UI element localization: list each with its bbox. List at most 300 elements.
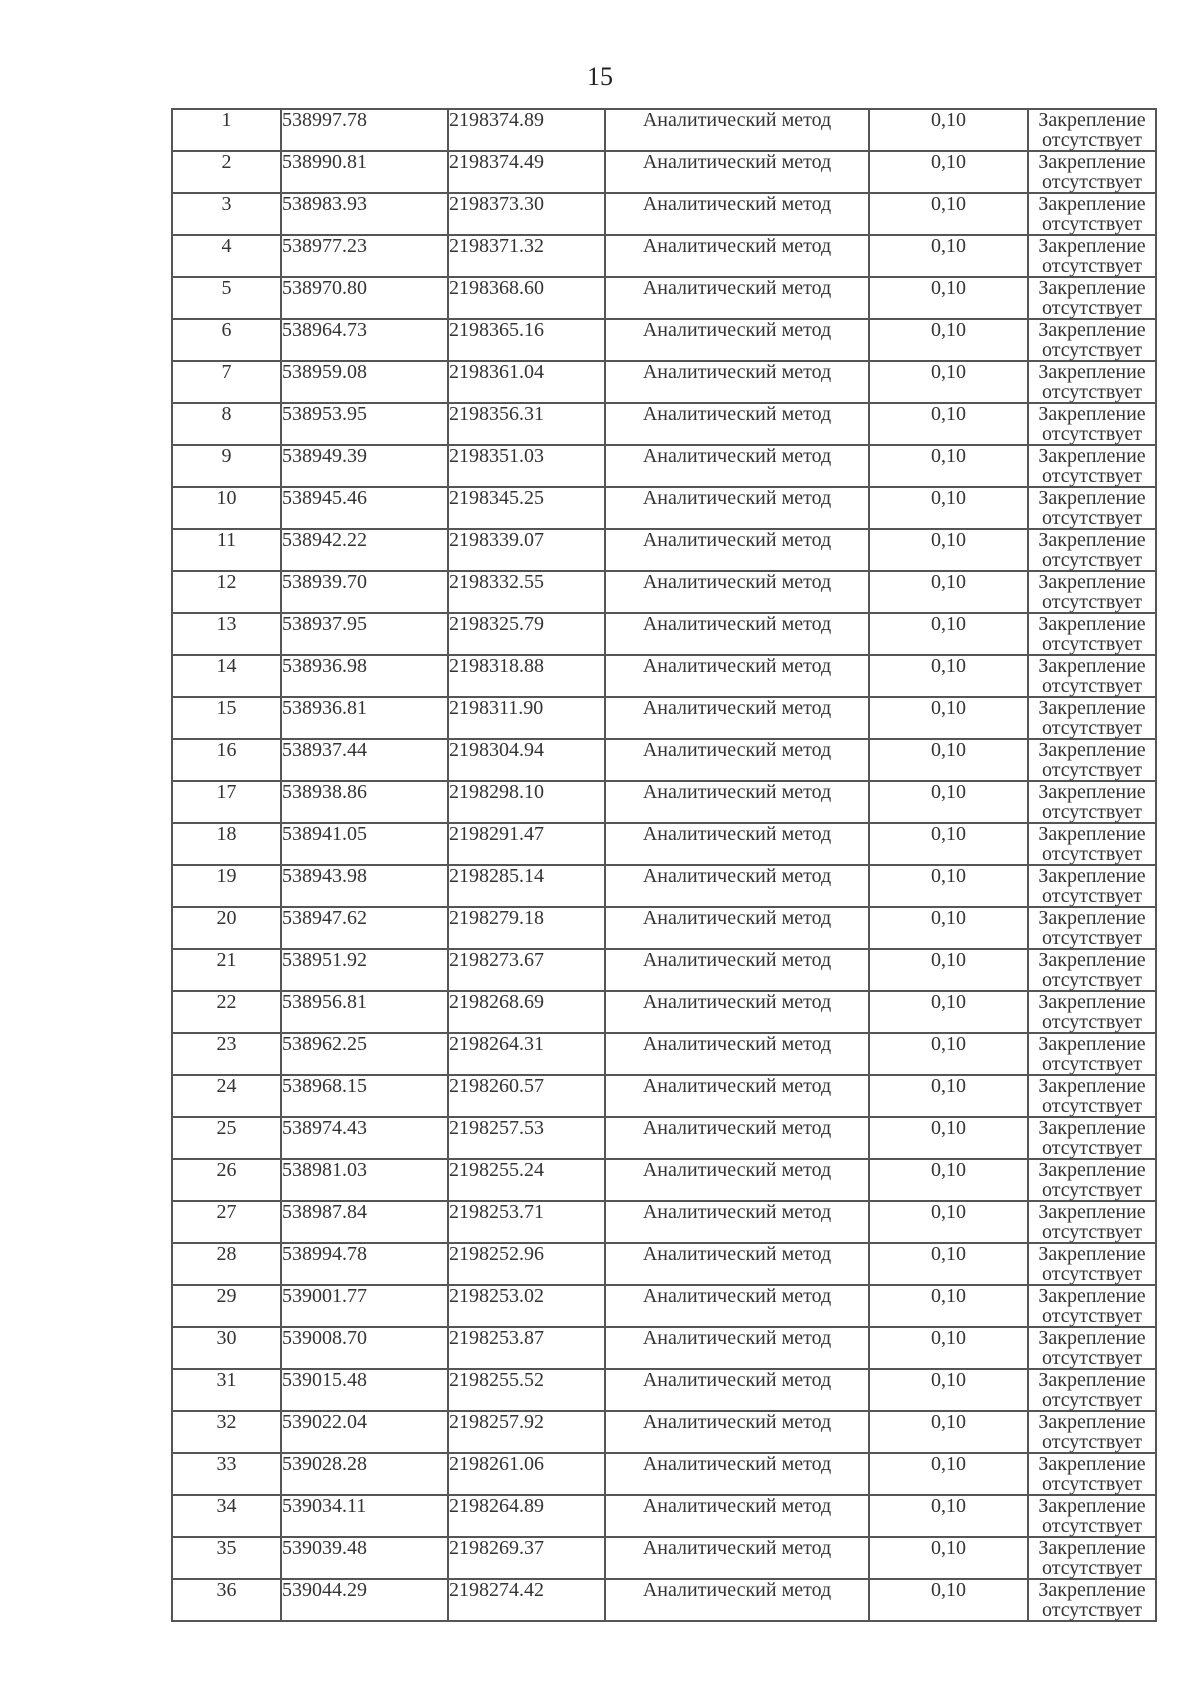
table-row [172, 1369, 1156, 1411]
method-cell: Аналитический метод [605, 1453, 869, 1495]
accuracy-cell: 0,10 [869, 1243, 1028, 1285]
x-coordinate-cell: 538959.08 [281, 361, 448, 403]
fixation-text: отсутствует [1041, 801, 1143, 823]
fixation-text: отсутствует [1041, 213, 1143, 235]
point-number-cell: 7 [172, 361, 281, 403]
fixation-text: Закрепление [1038, 949, 1146, 971]
fixation-text: отсутствует [1041, 675, 1143, 697]
point-number-cell: 5 [172, 277, 281, 319]
fixation-text: Закрепление [1038, 1159, 1146, 1181]
coordinates-table-body [172, 109, 1156, 1621]
fixation-text: отсутствует [1041, 549, 1143, 571]
x-coordinate-cell: 539044.29 [281, 1579, 448, 1621]
point-number-cell: 24 [172, 1075, 281, 1117]
fixation-cell [1028, 151, 1156, 193]
y-coordinate-cell: 2198304.94 [448, 739, 605, 781]
table-row [172, 403, 1156, 445]
method-cell: Аналитический метод [605, 613, 869, 655]
point-number-cell: 9 [172, 445, 281, 487]
method-cell: Аналитический метод [605, 109, 869, 151]
y-coordinate-cell: 2198268.69 [448, 991, 605, 1033]
fixation-text: Закрепление [1038, 1075, 1146, 1097]
fixation-text: отсутствует [1041, 1053, 1143, 1075]
point-number-cell: 32 [172, 1411, 281, 1453]
point-number-cell: 33 [172, 1453, 281, 1495]
fixation-cell [1028, 949, 1156, 991]
point-number-cell: 2 [172, 151, 281, 193]
y-coordinate-cell: 2198257.53 [448, 1117, 605, 1159]
fixation-cell [1028, 739, 1156, 781]
fixation-text: Закрепление [1038, 907, 1146, 929]
x-coordinate-cell: 538951.92 [281, 949, 448, 991]
table-row [172, 319, 1156, 361]
fixation-text: Закрепление [1038, 823, 1146, 845]
x-coordinate-cell: 538968.15 [281, 1075, 448, 1117]
table-row [172, 739, 1156, 781]
table-row [172, 487, 1156, 529]
method-cell: Аналитический метод [605, 949, 869, 991]
method-cell: Аналитический метод [605, 1243, 869, 1285]
fixation-text: отсутствует [1041, 759, 1143, 781]
fixation-cell [1028, 613, 1156, 655]
accuracy-cell: 0,10 [869, 277, 1028, 319]
fixation-text: отсутствует [1041, 1095, 1143, 1117]
fixation-text: Закрепление [1038, 1285, 1146, 1307]
point-number-cell: 14 [172, 655, 281, 697]
fixation-text: Закрепление [1038, 445, 1146, 467]
x-coordinate-cell: 538994.78 [281, 1243, 448, 1285]
table-row [172, 445, 1156, 487]
fixation-cell [1028, 1159, 1156, 1201]
x-coordinate-cell: 539022.04 [281, 1411, 448, 1453]
point-number-cell: 36 [172, 1579, 281, 1621]
accuracy-cell: 0,10 [869, 1075, 1028, 1117]
table-row [172, 361, 1156, 403]
fixation-cell [1028, 1033, 1156, 1075]
y-coordinate-cell: 2198274.42 [448, 1579, 605, 1621]
y-coordinate-cell: 2198351.03 [448, 445, 605, 487]
y-coordinate-cell: 2198332.55 [448, 571, 605, 613]
fixation-text: Закрепление [1038, 613, 1146, 635]
x-coordinate-cell: 539028.28 [281, 1453, 448, 1495]
fixation-text: отсутствует [1041, 633, 1143, 655]
method-cell: Аналитический метод [605, 235, 869, 277]
fixation-text: отсутствует [1041, 969, 1143, 991]
y-coordinate-cell: 2198361.04 [448, 361, 605, 403]
table-row [172, 571, 1156, 613]
x-coordinate-cell: 538938.86 [281, 781, 448, 823]
x-coordinate-cell: 538981.03 [281, 1159, 448, 1201]
fixation-text: отсутствует [1041, 339, 1143, 361]
fixation-cell [1028, 403, 1156, 445]
fixation-text: Закрепление [1038, 781, 1146, 803]
accuracy-cell: 0,10 [869, 655, 1028, 697]
table-row [172, 1453, 1156, 1495]
accuracy-cell: 0,10 [869, 739, 1028, 781]
page-number: 15 [587, 62, 613, 91]
method-cell: Аналитический метод [605, 1411, 869, 1453]
table-row [172, 949, 1156, 991]
table-row [172, 613, 1156, 655]
fixation-cell [1028, 823, 1156, 865]
method-cell: Аналитический метод [605, 781, 869, 823]
table-row [172, 235, 1156, 277]
accuracy-cell: 0,10 [869, 823, 1028, 865]
fixation-text: отсутствует [1041, 1557, 1143, 1579]
accuracy-cell: 0,10 [869, 1033, 1028, 1075]
fixation-cell [1028, 361, 1156, 403]
table-row [172, 1075, 1156, 1117]
y-coordinate-cell: 2198279.18 [448, 907, 605, 949]
coordinates-table [171, 108, 1157, 1622]
point-number-cell: 17 [172, 781, 281, 823]
accuracy-cell: 0,10 [869, 1201, 1028, 1243]
accuracy-cell: 0,10 [869, 907, 1028, 949]
fixation-cell [1028, 907, 1156, 949]
fixation-text: отсутствует [1041, 717, 1143, 739]
accuracy-cell: 0,10 [869, 487, 1028, 529]
accuracy-cell: 0,10 [869, 529, 1028, 571]
x-coordinate-cell: 538997.78 [281, 109, 448, 151]
fixation-text: отсутствует [1041, 465, 1143, 487]
fixation-cell [1028, 571, 1156, 613]
fixation-text: отсутствует [1041, 1599, 1143, 1621]
fixation-text: Закрепление [1038, 1411, 1146, 1433]
fixation-text: Закрепление [1038, 1495, 1146, 1517]
x-coordinate-cell: 539034.11 [281, 1495, 448, 1537]
y-coordinate-cell: 2198255.24 [448, 1159, 605, 1201]
fixation-cell [1028, 1285, 1156, 1327]
fixation-cell [1028, 1369, 1156, 1411]
accuracy-cell: 0,10 [869, 781, 1028, 823]
table-row [172, 109, 1156, 151]
fixation-cell [1028, 109, 1156, 151]
fixation-text: Закрепление [1038, 1579, 1146, 1601]
y-coordinate-cell: 2198298.10 [448, 781, 605, 823]
x-coordinate-cell: 538953.95 [281, 403, 448, 445]
fixation-text: Закрепление [1038, 109, 1146, 131]
method-cell: Аналитический метод [605, 907, 869, 949]
fixation-cell [1028, 235, 1156, 277]
x-coordinate-cell: 539015.48 [281, 1369, 448, 1411]
table-row [172, 865, 1156, 907]
x-coordinate-cell: 538943.98 [281, 865, 448, 907]
method-cell: Аналитический метод [605, 1495, 869, 1537]
method-cell: Аналитический метод [605, 823, 869, 865]
x-coordinate-cell: 538937.44 [281, 739, 448, 781]
y-coordinate-cell: 2198252.96 [448, 1243, 605, 1285]
accuracy-cell: 0,10 [869, 151, 1028, 193]
x-coordinate-cell: 538983.93 [281, 193, 448, 235]
fixation-text: отсутствует [1041, 1305, 1143, 1327]
table-row [172, 1117, 1156, 1159]
y-coordinate-cell: 2198318.88 [448, 655, 605, 697]
fixation-text: Закрепление [1038, 403, 1146, 425]
x-coordinate-cell: 538964.73 [281, 319, 448, 361]
y-coordinate-cell: 2198291.47 [448, 823, 605, 865]
accuracy-cell: 0,10 [869, 1159, 1028, 1201]
point-number-cell: 34 [172, 1495, 281, 1537]
fixation-text: отсутствует [1041, 381, 1143, 403]
fixation-text: Закрепление [1038, 1243, 1146, 1265]
table-row [172, 1579, 1156, 1621]
fixation-cell [1028, 1075, 1156, 1117]
point-number-cell: 13 [172, 613, 281, 655]
x-coordinate-cell: 538936.98 [281, 655, 448, 697]
method-cell: Аналитический метод [605, 193, 869, 235]
table-row [172, 1285, 1156, 1327]
fixation-cell [1028, 1327, 1156, 1369]
fixation-text: Закрепление [1038, 487, 1146, 509]
point-number-cell: 16 [172, 739, 281, 781]
fixation-text: отсутствует [1041, 423, 1143, 445]
accuracy-cell: 0,10 [869, 319, 1028, 361]
point-number-cell: 20 [172, 907, 281, 949]
fixation-text: отсутствует [1041, 507, 1143, 529]
fixation-text: Закрепление [1038, 655, 1146, 677]
fixation-cell [1028, 991, 1156, 1033]
table-row [172, 193, 1156, 235]
point-number-cell: 22 [172, 991, 281, 1033]
fixation-text: Закрепление [1038, 697, 1146, 719]
x-coordinate-cell: 538941.05 [281, 823, 448, 865]
fixation-cell [1028, 487, 1156, 529]
method-cell: Аналитический метод [605, 1579, 869, 1621]
point-number-cell: 30 [172, 1327, 281, 1369]
y-coordinate-cell: 2198356.31 [448, 403, 605, 445]
table-row [172, 991, 1156, 1033]
y-coordinate-cell: 2198257.92 [448, 1411, 605, 1453]
x-coordinate-cell: 539039.48 [281, 1537, 448, 1579]
method-cell: Аналитический метод [605, 361, 869, 403]
fixation-text: Закрепление [1038, 739, 1146, 761]
fixation-cell [1028, 697, 1156, 739]
point-number-cell: 35 [172, 1537, 281, 1579]
fixation-text: отсутствует [1041, 1137, 1143, 1159]
y-coordinate-cell: 2198285.14 [448, 865, 605, 907]
fixation-text: Закрепление [1038, 361, 1146, 383]
y-coordinate-cell: 2198273.67 [448, 949, 605, 991]
fixation-text: отсутствует [1041, 129, 1143, 151]
fixation-text: Закрепление [1038, 151, 1146, 173]
x-coordinate-cell: 538956.81 [281, 991, 448, 1033]
fixation-text: Закрепление [1038, 529, 1146, 551]
fixation-cell [1028, 1537, 1156, 1579]
table-row [172, 1243, 1156, 1285]
accuracy-cell: 0,10 [869, 1537, 1028, 1579]
accuracy-cell: 0,10 [869, 1453, 1028, 1495]
accuracy-cell: 0,10 [869, 697, 1028, 739]
fixation-text: отсутствует [1041, 1179, 1143, 1201]
method-cell: Аналитический метод [605, 1075, 869, 1117]
y-coordinate-cell: 2198311.90 [448, 697, 605, 739]
y-coordinate-cell: 2198253.02 [448, 1285, 605, 1327]
method-cell: Аналитический метод [605, 1159, 869, 1201]
accuracy-cell: 0,10 [869, 1327, 1028, 1369]
x-coordinate-cell: 538942.22 [281, 529, 448, 571]
accuracy-cell: 0,10 [869, 949, 1028, 991]
point-number-cell: 27 [172, 1201, 281, 1243]
y-coordinate-cell: 2198264.31 [448, 1033, 605, 1075]
fixation-text: отсутствует [1041, 1263, 1143, 1285]
y-coordinate-cell: 2198345.25 [448, 487, 605, 529]
point-number-cell: 15 [172, 697, 281, 739]
table-row [172, 1411, 1156, 1453]
point-number-cell: 31 [172, 1369, 281, 1411]
method-cell: Аналитический метод [605, 697, 869, 739]
fixation-text: отсутствует [1041, 1221, 1143, 1243]
accuracy-cell: 0,10 [869, 361, 1028, 403]
point-number-cell: 12 [172, 571, 281, 613]
method-cell: Аналитический метод [605, 1537, 869, 1579]
y-coordinate-cell: 2198253.87 [448, 1327, 605, 1369]
fixation-text: Закрепление [1038, 1537, 1146, 1559]
fixation-cell [1028, 655, 1156, 697]
y-coordinate-cell: 2198325.79 [448, 613, 605, 655]
method-cell: Аналитический метод [605, 655, 869, 697]
x-coordinate-cell: 538939.70 [281, 571, 448, 613]
fixation-text: отсутствует [1041, 1515, 1143, 1537]
fixation-cell [1028, 193, 1156, 235]
table-row [172, 1327, 1156, 1369]
x-coordinate-cell: 538974.43 [281, 1117, 448, 1159]
y-coordinate-cell: 2198368.60 [448, 277, 605, 319]
fixation-text: отсутствует [1041, 255, 1143, 277]
table-row [172, 1495, 1156, 1537]
accuracy-cell: 0,10 [869, 109, 1028, 151]
table-row [172, 1159, 1156, 1201]
table-row [172, 781, 1156, 823]
fixation-text: отсутствует [1041, 1431, 1143, 1453]
method-cell: Аналитический метод [605, 1327, 869, 1369]
fixation-text: Закрепление [1038, 571, 1146, 593]
point-number-cell: 29 [172, 1285, 281, 1327]
accuracy-cell: 0,10 [869, 445, 1028, 487]
accuracy-cell: 0,10 [869, 1369, 1028, 1411]
table-row [172, 655, 1156, 697]
y-coordinate-cell: 2198371.32 [448, 235, 605, 277]
method-cell: Аналитический метод [605, 277, 869, 319]
point-number-cell: 8 [172, 403, 281, 445]
fixation-cell [1028, 781, 1156, 823]
table-row [172, 907, 1156, 949]
point-number-cell: 11 [172, 529, 281, 571]
method-cell: Аналитический метод [605, 403, 869, 445]
fixation-text: отсутствует [1041, 927, 1143, 949]
accuracy-cell: 0,10 [869, 1579, 1028, 1621]
fixation-text: отсутствует [1041, 1389, 1143, 1411]
table-row [172, 277, 1156, 319]
accuracy-cell: 0,10 [869, 1117, 1028, 1159]
x-coordinate-cell: 538977.23 [281, 235, 448, 277]
point-number-cell: 19 [172, 865, 281, 907]
fixation-text: отсутствует [1041, 1473, 1143, 1495]
table-row [172, 1537, 1156, 1579]
y-coordinate-cell: 2198339.07 [448, 529, 605, 571]
table-row [172, 823, 1156, 865]
fixation-text: Закрепление [1038, 235, 1146, 257]
point-number-cell: 25 [172, 1117, 281, 1159]
accuracy-cell: 0,10 [869, 991, 1028, 1033]
fixation-text: Закрепление [1038, 319, 1146, 341]
method-cell: Аналитический метод [605, 865, 869, 907]
accuracy-cell: 0,10 [869, 571, 1028, 613]
table-row [172, 529, 1156, 571]
x-coordinate-cell: 538970.80 [281, 277, 448, 319]
fixation-cell [1028, 1243, 1156, 1285]
accuracy-cell: 0,10 [869, 613, 1028, 655]
accuracy-cell: 0,10 [869, 1495, 1028, 1537]
fixation-text: Закрепление [1038, 991, 1146, 1013]
fixation-text: отсутствует [1041, 843, 1143, 865]
method-cell: Аналитический метод [605, 1201, 869, 1243]
fixation-text: Закрепление [1038, 277, 1146, 299]
table-row [172, 151, 1156, 193]
y-coordinate-cell: 2198374.49 [448, 151, 605, 193]
fixation-cell [1028, 1495, 1156, 1537]
x-coordinate-cell: 538947.62 [281, 907, 448, 949]
fixation-text: Закрепление [1038, 193, 1146, 215]
accuracy-cell: 0,10 [869, 1411, 1028, 1453]
x-coordinate-cell: 538937.95 [281, 613, 448, 655]
x-coordinate-cell: 539001.77 [281, 1285, 448, 1327]
fixation-text: отсутствует [1041, 591, 1143, 613]
fixation-text: Закрепление [1038, 1117, 1146, 1139]
fixation-text: Закрепление [1038, 1453, 1146, 1475]
accuracy-cell: 0,10 [869, 403, 1028, 445]
point-number-cell: 4 [172, 235, 281, 277]
point-number-cell: 21 [172, 949, 281, 991]
y-coordinate-cell: 2198269.37 [448, 1537, 605, 1579]
fixation-text: Закрепление [1038, 1201, 1146, 1223]
fixation-cell [1028, 529, 1156, 571]
method-cell: Аналитический метод [605, 739, 869, 781]
x-coordinate-cell: 538987.84 [281, 1201, 448, 1243]
method-cell: Аналитический метод [605, 1117, 869, 1159]
method-cell: Аналитический метод [605, 529, 869, 571]
fixation-text: Закрепление [1038, 1369, 1146, 1391]
fixation-cell [1028, 1579, 1156, 1621]
x-coordinate-cell: 538945.46 [281, 487, 448, 529]
point-number-cell: 23 [172, 1033, 281, 1075]
y-coordinate-cell: 2198374.89 [448, 109, 605, 151]
fixation-cell [1028, 1201, 1156, 1243]
fixation-cell [1028, 277, 1156, 319]
x-coordinate-cell: 539008.70 [281, 1327, 448, 1369]
accuracy-cell: 0,10 [869, 193, 1028, 235]
method-cell: Аналитический метод [605, 991, 869, 1033]
fixation-cell [1028, 1453, 1156, 1495]
accuracy-cell: 0,10 [869, 865, 1028, 907]
y-coordinate-cell: 2198253.71 [448, 1201, 605, 1243]
y-coordinate-cell: 2198365.16 [448, 319, 605, 361]
method-cell: Аналитический метод [605, 151, 869, 193]
table-row [172, 1033, 1156, 1075]
x-coordinate-cell: 538962.25 [281, 1033, 448, 1075]
fixation-text: Закрепление [1038, 1327, 1146, 1349]
y-coordinate-cell: 2198261.06 [448, 1453, 605, 1495]
x-coordinate-cell: 538949.39 [281, 445, 448, 487]
fixation-cell [1028, 1117, 1156, 1159]
table-row [172, 697, 1156, 739]
y-coordinate-cell: 2198260.57 [448, 1075, 605, 1117]
y-coordinate-cell: 2198255.52 [448, 1369, 605, 1411]
x-coordinate-cell: 538990.81 [281, 151, 448, 193]
table-row [172, 1201, 1156, 1243]
method-cell: Аналитический метод [605, 487, 869, 529]
point-number-cell: 18 [172, 823, 281, 865]
point-number-cell: 3 [172, 193, 281, 235]
